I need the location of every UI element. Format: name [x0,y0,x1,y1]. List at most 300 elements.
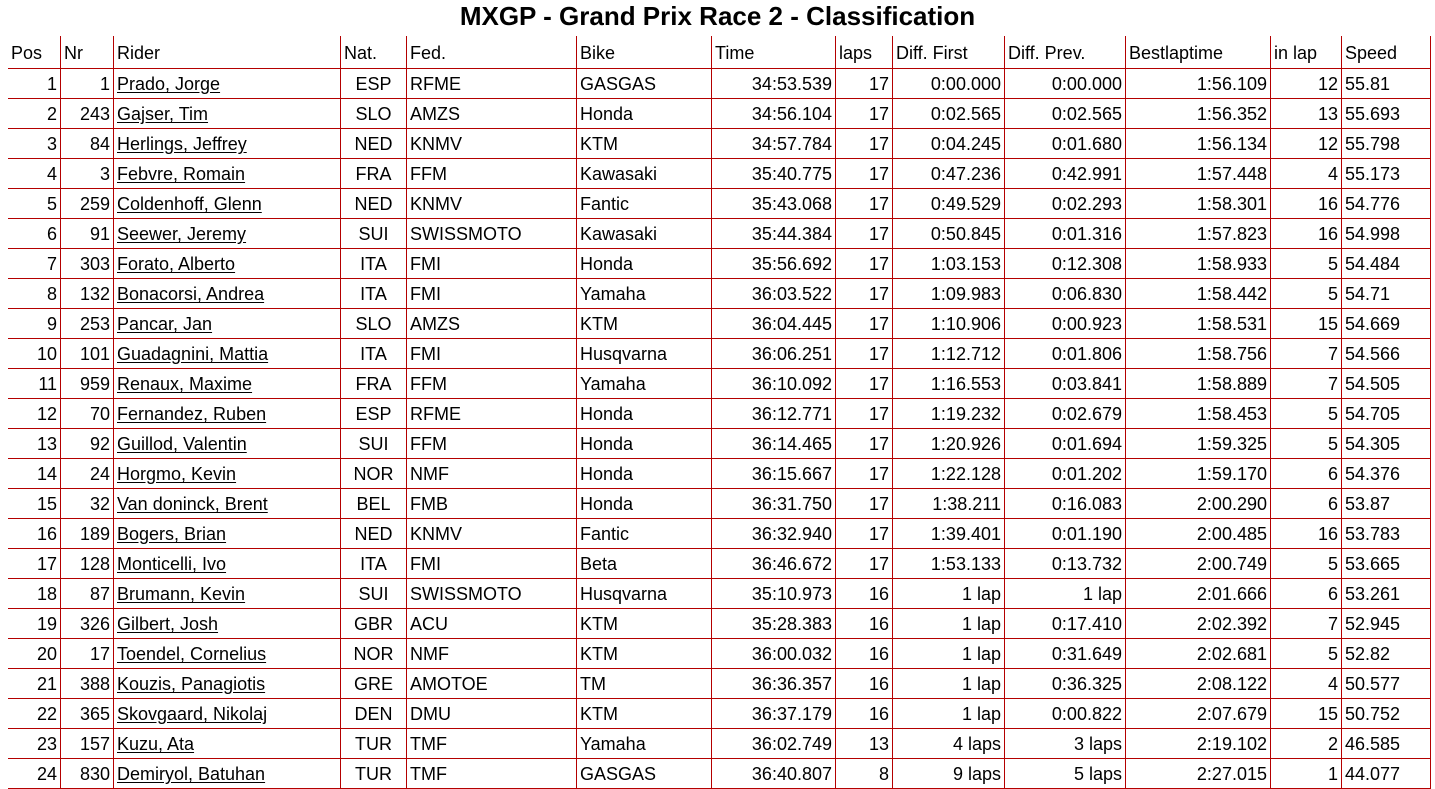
table-row [8,609,1431,639]
cell-speed: 55.81 [1342,69,1431,99]
cell-diff-first: 0:04.245 [893,129,1005,159]
cell-rider [114,279,341,309]
cell-diff-prev: 0:02.679 [1005,399,1126,429]
cell-fed: KNMV [407,129,577,159]
cell-rider [114,159,341,189]
cell-diff-prev: 0:01.202 [1005,459,1126,489]
cell-rider [114,579,341,609]
cell-bike: KTM [577,609,712,639]
cell-diff-first: 1:10.906 [893,309,1005,339]
cell-laps: 16 [836,669,893,699]
cell-nat: SUI [341,579,407,609]
cell-bestlaptime: 1:57.448 [1126,159,1271,189]
cell-nr: 259 [61,189,114,219]
cell-fed: FMI [407,339,577,369]
col-header-speed: Speed [1342,36,1431,69]
cell-nat: SLO [341,309,407,339]
cell-bestlaptime: 1:56.109 [1126,69,1271,99]
cell-nat: ESP [341,399,407,429]
cell-bike: KTM [577,639,712,669]
cell-diff-prev: 0:01.806 [1005,339,1126,369]
cell-diff-first: 1:19.232 [893,399,1005,429]
table-row [8,429,1431,459]
cell-rider [114,189,341,219]
table-row [8,579,1431,609]
cell-diff-prev: 0:42.991 [1005,159,1126,189]
rider-link[interactable]: Fernandez, Ruben [117,404,267,424]
table-row [8,759,1431,789]
cell-pos: 12 [8,399,61,429]
cell-diff-prev: 0:00.000 [1005,69,1126,99]
table-row [8,729,1431,759]
cell-diff-prev: 0:03.841 [1005,369,1126,399]
cell-bike: Kawasaki [577,219,712,249]
cell-bike: Honda [577,399,712,429]
cell-in-lap: 15 [1271,699,1342,729]
cell-pos: 17 [8,549,61,579]
rider-link[interactable]: Bonacorsi, Andrea [117,284,265,304]
cell-nat: FRA [341,159,407,189]
cell-in-lap: 12 [1271,129,1342,159]
cell-nr: 101 [61,339,114,369]
cell-diff-first: 1:22.128 [893,459,1005,489]
cell-laps: 17 [836,69,893,99]
cell-bike: Fantic [577,519,712,549]
cell-laps: 17 [836,279,893,309]
cell-fed: DMU [407,699,577,729]
cell-in-lap: 5 [1271,279,1342,309]
cell-in-lap: 6 [1271,459,1342,489]
table-row [8,639,1431,669]
cell-pos: 13 [8,429,61,459]
cell-diff-first: 1:16.553 [893,369,1005,399]
rider-link[interactable]: Horgmo, Kevin [117,464,237,484]
cell-laps: 17 [836,459,893,489]
cell-speed: 54.71 [1342,279,1431,309]
cell-fed: AMZS [407,309,577,339]
cell-nat: GBR [341,609,407,639]
cell-pos: 23 [8,729,61,759]
cell-nat: DEN [341,699,407,729]
cell-nat: NOR [341,639,407,669]
cell-rider [114,519,341,549]
cell-fed: RFME [407,399,577,429]
table-row [8,669,1431,699]
cell-nat: SLO [341,99,407,129]
cell-nat: BEL [341,489,407,519]
cell-speed: 52.82 [1342,639,1431,669]
cell-speed: 55.798 [1342,129,1431,159]
cell-diff-first: 1:53.133 [893,549,1005,579]
cell-laps: 17 [836,429,893,459]
cell-diff-first: 1 lap [893,699,1005,729]
cell-rider [114,549,341,579]
cell-in-lap: 6 [1271,489,1342,519]
cell-bestlaptime: 2:08.122 [1126,669,1271,699]
cell-diff-prev: 0:01.694 [1005,429,1126,459]
cell-diff-first: 1:09.983 [893,279,1005,309]
table-row [8,399,1431,429]
cell-fed: FFM [407,429,577,459]
cell-rider [114,99,341,129]
table-row [8,69,1431,99]
cell-bestlaptime: 1:58.453 [1126,399,1271,429]
cell-diff-prev: 0:16.083 [1005,489,1126,519]
cell-laps: 8 [836,759,893,789]
col-header-diff-first: Diff. First [893,36,1005,69]
cell-speed: 53.261 [1342,579,1431,609]
cell-nr: 959 [61,369,114,399]
cell-time: 36:06.251 [712,339,836,369]
cell-diff-prev: 0:01.316 [1005,219,1126,249]
cell-nr: 243 [61,99,114,129]
cell-nr: 87 [61,579,114,609]
cell-bestlaptime: 1:59.170 [1126,459,1271,489]
cell-time: 36:04.445 [712,309,836,339]
cell-in-lap: 5 [1271,249,1342,279]
rider-link[interactable]: Toendel, Cornelius [117,644,267,664]
cell-time: 35:43.068 [712,189,836,219]
cell-laps: 17 [836,549,893,579]
rider-link[interactable]: Renaux, Maxime [117,374,253,394]
cell-nr: 92 [61,429,114,459]
cell-nat: TUR [341,729,407,759]
col-header-nr: Nr [61,36,114,69]
cell-diff-prev: 3 laps [1005,729,1126,759]
cell-fed: NMF [407,459,577,489]
rider-link[interactable]: Forato, Alberto [117,254,236,274]
cell-laps: 17 [836,309,893,339]
cell-speed: 53.783 [1342,519,1431,549]
cell-diff-prev: 0:02.293 [1005,189,1126,219]
cell-rider [114,129,341,159]
cell-diff-first: 1:03.153 [893,249,1005,279]
cell-bike: Husqvarna [577,339,712,369]
cell-time: 35:10.973 [712,579,836,609]
classification-rows [8,69,1431,789]
cell-nr: 3 [61,159,114,189]
cell-laps: 16 [836,609,893,639]
cell-pos: 9 [8,309,61,339]
cell-pos: 20 [8,639,61,669]
cell-speed: 54.505 [1342,369,1431,399]
cell-fed: FFM [407,369,577,399]
cell-nr: 70 [61,399,114,429]
col-header-nat: Nat. [341,36,407,69]
cell-laps: 17 [836,489,893,519]
cell-bike: TM [577,669,712,699]
cell-fed: FFM [407,159,577,189]
cell-bike: GASGAS [577,69,712,99]
cell-time: 35:56.692 [712,249,836,279]
cell-nr: 32 [61,489,114,519]
cell-time: 36:00.032 [712,639,836,669]
rider-link[interactable]: Pancar, Jan [117,314,213,334]
cell-bestlaptime: 1:58.933 [1126,249,1271,279]
cell-time: 35:28.383 [712,609,836,639]
table-row [8,189,1431,219]
rider-link[interactable]: Guillod, Valentin [117,434,247,454]
rider-link[interactable]: Skovgaard, Nikolaj [117,704,268,724]
cell-diff-prev: 0:31.649 [1005,639,1126,669]
cell-pos: 24 [8,759,61,789]
cell-in-lap: 1 [1271,759,1342,789]
cell-diff-first: 4 laps [893,729,1005,759]
cell-pos: 11 [8,369,61,399]
cell-bestlaptime: 1:56.352 [1126,99,1271,129]
cell-pos: 15 [8,489,61,519]
cell-bestlaptime: 1:59.325 [1126,429,1271,459]
table-row [8,309,1431,339]
cell-laps: 17 [836,129,893,159]
rider-link[interactable]: Herlings, Jeffrey [117,134,247,154]
cell-speed: 54.376 [1342,459,1431,489]
cell-time: 36:36.357 [712,669,836,699]
table-row [8,369,1431,399]
cell-rider [114,459,341,489]
cell-nr: 128 [61,549,114,579]
cell-bike: Honda [577,429,712,459]
cell-bike: KTM [577,309,712,339]
cell-diff-prev: 5 laps [1005,759,1126,789]
rider-link[interactable]: Kuzu, Ata [117,734,195,754]
cell-diff-first: 0:00.000 [893,69,1005,99]
rider-link[interactable]: Guadagnini, Mattia [117,344,269,364]
cell-bestlaptime: 1:58.531 [1126,309,1271,339]
cell-nr: 91 [61,219,114,249]
cell-pos: 14 [8,459,61,489]
header-row [8,36,1431,69]
cell-bike: Husqvarna [577,579,712,609]
cell-nat: NED [341,189,407,219]
rider-link[interactable]: Gilbert, Josh [117,614,219,634]
cell-rider [114,69,341,99]
rider-link[interactable]: Brumann, Kevin [117,584,246,604]
cell-bestlaptime: 2:00.290 [1126,489,1271,519]
cell-bestlaptime: 1:56.134 [1126,129,1271,159]
cell-in-lap: 4 [1271,159,1342,189]
cell-fed: AMZS [407,99,577,129]
cell-rider [114,759,341,789]
col-header-bike: Bike [577,36,712,69]
cell-nr: 303 [61,249,114,279]
cell-time: 36:12.771 [712,399,836,429]
cell-fed: ACU [407,609,577,639]
cell-nr: 132 [61,279,114,309]
cell-laps: 17 [836,249,893,279]
cell-nat: TUR [341,759,407,789]
page-title: MXGP - Grand Prix Race 2 - Classification [459,1,976,31]
cell-time: 36:37.179 [712,699,836,729]
cell-in-lap: 7 [1271,339,1342,369]
cell-time: 36:14.465 [712,429,836,459]
cell-time: 36:40.807 [712,759,836,789]
cell-fed: FMI [407,279,577,309]
cell-laps: 17 [836,159,893,189]
cell-bike: Yamaha [577,279,712,309]
cell-fed: KNMV [407,519,577,549]
cell-nr: 17 [61,639,114,669]
cell-in-lap: 12 [1271,69,1342,99]
cell-pos: 1 [8,69,61,99]
rider-link[interactable]: Van doninck, Brent [117,494,268,514]
cell-in-lap: 7 [1271,369,1342,399]
rider-link[interactable]: Seewer, Jeremy [117,224,247,244]
cell-in-lap: 16 [1271,219,1342,249]
cell-nat: ITA [341,339,407,369]
cell-nr: 326 [61,609,114,639]
cell-in-lap: 5 [1271,639,1342,669]
cell-fed: FMB [407,489,577,519]
cell-nat: ESP [341,69,407,99]
cell-in-lap: 4 [1271,669,1342,699]
cell-rider [114,669,341,699]
table-row [8,699,1431,729]
cell-speed: 46.585 [1342,729,1431,759]
cell-bike: Beta [577,549,712,579]
cell-bestlaptime: 2:00.485 [1126,519,1271,549]
cell-diff-prev: 0:01.190 [1005,519,1126,549]
cell-diff-first: 0:02.565 [893,99,1005,129]
cell-laps: 17 [836,369,893,399]
cell-time: 36:31.750 [712,489,836,519]
cell-laps: 16 [836,639,893,669]
cell-time: 34:56.104 [712,99,836,129]
cell-bestlaptime: 1:58.756 [1126,339,1271,369]
cell-bike: Yamaha [577,369,712,399]
cell-speed: 54.669 [1342,309,1431,339]
cell-time: 34:57.784 [712,129,836,159]
cell-laps: 17 [836,189,893,219]
cell-diff-first: 0:50.845 [893,219,1005,249]
cell-diff-first: 1 lap [893,639,1005,669]
cell-bestlaptime: 2:19.102 [1126,729,1271,759]
cell-fed: KNMV [407,189,577,219]
cell-speed: 53.87 [1342,489,1431,519]
cell-bike: KTM [577,699,712,729]
cell-nat: SUI [341,429,407,459]
cell-laps: 16 [836,699,893,729]
table-row [8,339,1431,369]
cell-laps: 17 [836,219,893,249]
table-row [8,459,1431,489]
cell-bike: Kawasaki [577,159,712,189]
cell-pos: 3 [8,129,61,159]
cell-in-lap: 6 [1271,579,1342,609]
rider-link[interactable]: Demiryol, Batuhan [117,764,266,784]
cell-time: 35:44.384 [712,219,836,249]
cell-bestlaptime: 2:02.392 [1126,609,1271,639]
cell-pos: 22 [8,699,61,729]
cell-speed: 50.752 [1342,699,1431,729]
cell-speed: 55.693 [1342,99,1431,129]
table-row [8,489,1431,519]
cell-fed: RFME [407,69,577,99]
cell-in-lap: 5 [1271,549,1342,579]
cell-bestlaptime: 1:58.301 [1126,189,1271,219]
cell-nr: 1 [61,69,114,99]
cell-bestlaptime: 1:57.823 [1126,219,1271,249]
cell-time: 36:46.672 [712,549,836,579]
cell-bestlaptime: 1:58.889 [1126,369,1271,399]
cell-time: 36:15.667 [712,459,836,489]
cell-diff-first: 1 lap [893,669,1005,699]
cell-nr: 388 [61,669,114,699]
cell-speed: 54.776 [1342,189,1431,219]
rider-link[interactable]: Monticelli, Ivo [117,554,227,574]
cell-nat: FRA [341,369,407,399]
cell-time: 36:03.522 [712,279,836,309]
cell-time: 36:32.940 [712,519,836,549]
cell-diff-prev: 0:13.732 [1005,549,1126,579]
cell-laps: 17 [836,399,893,429]
cell-fed: SWISSMOTO [407,219,577,249]
cell-bestlaptime: 2:07.679 [1126,699,1271,729]
cell-rider [114,249,341,279]
cell-rider [114,639,341,669]
cell-speed: 54.998 [1342,219,1431,249]
cell-bike: Honda [577,99,712,129]
cell-pos: 16 [8,519,61,549]
cell-diff-prev: 0:00.923 [1005,309,1126,339]
rider-link[interactable]: Coldenhoff, Glenn [117,194,262,214]
cell-fed: TMF [407,729,577,759]
cell-nr: 253 [61,309,114,339]
cell-rider [114,489,341,519]
cell-fed: TMF [407,759,577,789]
rider-link[interactable]: Prado, Jorge [117,74,221,94]
cell-speed: 54.566 [1342,339,1431,369]
cell-diff-prev: 0:12.308 [1005,249,1126,279]
cell-diff-first: 9 laps [893,759,1005,789]
cell-rider [114,399,341,429]
cell-diff-first: 1:39.401 [893,519,1005,549]
cell-in-lap: 13 [1271,99,1342,129]
cell-pos: 7 [8,249,61,279]
cell-nr: 189 [61,519,114,549]
cell-bike: GASGAS [577,759,712,789]
rider-link[interactable]: Gajser, Tim [117,104,209,124]
rider-link[interactable]: Febvre, Romain [117,164,246,184]
cell-nat: ITA [341,249,407,279]
cell-bike: Fantic [577,189,712,219]
cell-rider [114,699,341,729]
col-header-fed: Fed. [407,36,577,69]
rider-link[interactable]: Kouzis, Panagiotis [117,674,266,694]
cell-in-lap: 7 [1271,609,1342,639]
cell-speed: 54.484 [1342,249,1431,279]
cell-speed: 54.705 [1342,399,1431,429]
table-row [8,129,1431,159]
cell-laps: 17 [836,99,893,129]
cell-fed: SWISSMOTO [407,579,577,609]
cell-bestlaptime: 2:00.749 [1126,549,1271,579]
cell-speed: 44.077 [1342,759,1431,789]
cell-bike: Honda [577,489,712,519]
cell-in-lap: 5 [1271,399,1342,429]
cell-laps: 17 [836,339,893,369]
cell-rider [114,219,341,249]
table-row [8,519,1431,549]
cell-bestlaptime: 2:01.666 [1126,579,1271,609]
cell-nat: NED [341,129,407,159]
cell-nat: ITA [341,279,407,309]
cell-diff-prev: 0:06.830 [1005,279,1126,309]
rider-link[interactable]: Bogers, Brian [117,524,227,544]
cell-in-lap: 5 [1271,429,1342,459]
table-row [8,99,1431,129]
cell-diff-prev: 0:01.680 [1005,129,1126,159]
